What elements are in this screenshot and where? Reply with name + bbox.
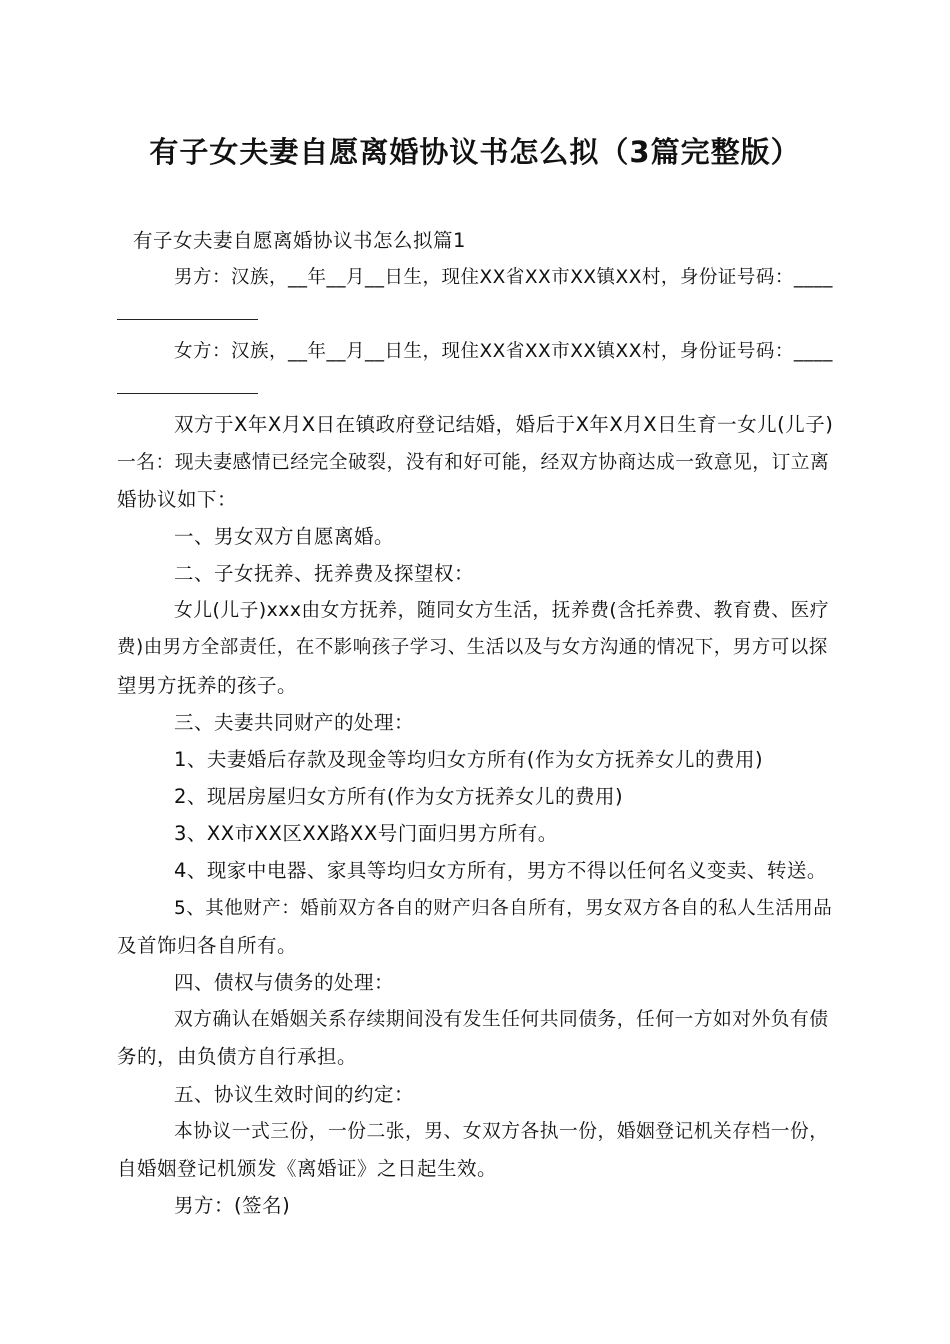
clause-2-body-line: 费)由男方全部责任，在不影响孩子学习、生活以及与女方沟通的情况下，男方可以探 — [117, 637, 828, 658]
clause-2-heading: 二、子女抚养、抚养费及探望权： — [174, 562, 475, 585]
female-party-line: 女方：汉族，__年__月__日生，现住XX省XX市XX镇XX村，身份证号码：____ — [174, 341, 833, 362]
intro-line: 双方于X年X月X日在镇政府登记结婚，婚后于X年X月X日生育一女儿(儿子) — [174, 413, 834, 436]
clause-4-body-line: 务的，由负债方自行承担。 — [117, 1045, 358, 1068]
clause-2-body-line: 女儿(儿子)xxx由女方抚养，随同女方生活，抚养费(含托养费、教育费、医疗 — [174, 600, 829, 621]
section-subtitle: 有子女夫妻自愿离婚协议书怎么拟篇1 — [133, 229, 466, 252]
clause-2-body-line: 望男方抚养的孩子。 — [117, 674, 298, 697]
clause-3-item: 1、夫妻婚后存款及现金等均归女方所有(作为女方抚养女儿的费用) — [174, 748, 764, 771]
clause-3-item-5-line: 及首饰归各自所有。 — [117, 934, 298, 957]
clause-3-item-5-line: 5、其他财产：婚前双方各自的财产归各自所有，男女双方各自的私人生活用品 — [174, 898, 833, 919]
id-number-blank-underline — [117, 393, 258, 394]
clause-4-body-line: 双方确认在婚姻关系存续期间没有发生任何共同债务，任何一方如对外负有债 — [174, 1009, 829, 1030]
intro-line: 婚协议如下： — [117, 488, 238, 511]
clause-3-item: 3、XX市XX区XX路XX号门面归男方所有。 — [174, 822, 558, 845]
clause-5-body-line: 本协议一式三份，一份二张，男、女双方各执一份，婚姻登记机关存档一份， — [174, 1121, 829, 1142]
id-number-blank-underline — [117, 319, 258, 320]
clause-4-heading: 四、债权与债务的处理： — [174, 971, 395, 994]
clause-3-heading: 三、夫妻共同财产的处理： — [174, 711, 415, 734]
male-signature-line: 男方：(签名) — [174, 1194, 291, 1217]
document-title: 有子女夫妻自愿离婚协议书怎么拟（3篇完整版） — [149, 135, 801, 169]
clause-5-body-line: 自婚姻登记机颁发《离婚证》之日起生效。 — [117, 1157, 498, 1180]
intro-line: 一名：现夫妻感情已经完全破裂，没有和好可能，经双方协商达成一致意见，订立离 — [117, 452, 830, 473]
clause-5-heading: 五、协议生效时间的约定： — [174, 1083, 415, 1106]
clause-3-item: 4、现家中电器、家具等均归女方所有，男方不得以任何名义变卖、转送。 — [174, 859, 827, 882]
male-party-line: 男方：汉族，__年__月__日生，现住XX省XX市XX镇XX村，身份证号码：____ — [174, 267, 833, 288]
clause-3-item: 2、现居房屋归女方所有(作为女方抚养女儿的费用) — [174, 785, 624, 808]
clause-1: 一、男女双方自愿离婚。 — [174, 525, 395, 548]
